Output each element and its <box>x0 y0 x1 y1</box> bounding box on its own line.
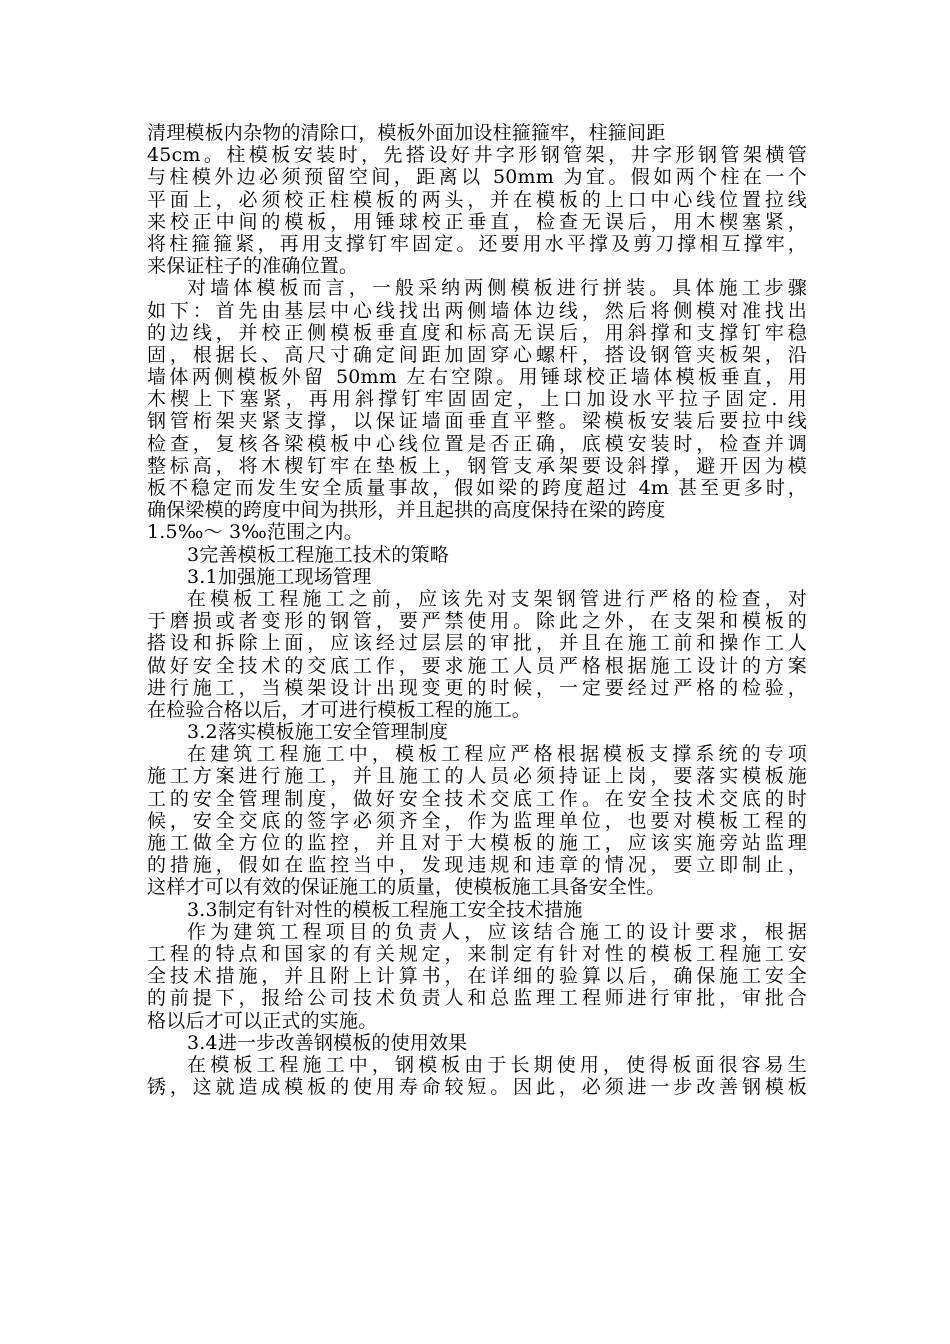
text-line: 工的安全管理制度，做好安全技术交底工作。在安全技术交底的时 <box>147 787 807 810</box>
text-line: 3.2落实模板施工安全管理制度 <box>187 721 449 744</box>
text-line: 施工做全方位的监控，并且对于大模板的施工，应该实施旁站监理 <box>147 832 807 854</box>
text-line: 工程的特点和国家的有关规定，来制定有针对性的模板工程施工安 <box>147 942 807 965</box>
text-line: 于磨损或者变形的钢管，要严禁使用。除此之外，在支架和模板的 <box>147 610 807 633</box>
text-line: 施工方案进行施工，并且施工的人员必须持证上岗，要落实模板施 <box>147 765 807 788</box>
text-line: 做好安全技术的交底工作，要求施工人员严格根据施工设计的方案 <box>147 654 807 677</box>
text-line: 对墙体模板而言，一般采纳两侧模板进行拼装。具体施工步骤 <box>187 277 807 300</box>
text-line: 3完善模板工程施工技术的策略 <box>187 543 449 566</box>
text-line: 45cm。柱模板安装时，先搭设好井字形钢管架，井字形钢管架横管 <box>147 144 807 167</box>
text-line: 的措施，假如在监控当中，发现违规和违章的情况，要立即制止， <box>147 854 807 877</box>
text-line: 锈，这就造成模板的使用寿命较短。因此，必须进一步改善钢模板 <box>147 1076 807 1099</box>
text-line: 钢管桁架夹紧支撑，以保证墙面垂直平整。梁模板安装后要拉中线 <box>147 410 807 433</box>
text-line: 固，根据长、高尺寸确定间距加固穿心螺杆，搭设钢管夹板架，沿 <box>147 343 807 366</box>
text-line: 在建筑工程施工中，模板工程应严格根据模板支撑系统的专项 <box>187 743 807 766</box>
text-line: 木楔上下塞紧，再用斜撑钉牢固固定，上口加设水平拉子固定. 用 <box>147 388 807 411</box>
text-line: 这样才可以有效的保证施工的质量，使模板施工具备安全性。 <box>147 876 666 899</box>
text-line: 进行施工，当模架设计出现变更的时候，一定要经过严格的检验， <box>147 676 807 699</box>
text-line: 如下：首先由基层中心线找出两侧墙体边线，然后将侧模对准找出 <box>147 299 807 322</box>
text-line: 确保梁模的跨度中间为拱形，并且起拱的高度保持在梁的跨度 <box>147 499 666 522</box>
text-line: 整标高，将木楔钉牢在垫板上，钢管支承架要设斜撑，避开因为模 <box>147 454 807 477</box>
text-line: 3.3制定有针对性的模板工程施工安全技术措施 <box>187 898 583 921</box>
text-line: 格以后才可以正式的实施。 <box>147 1009 378 1032</box>
text-line: 1.5‰～ 3‰范围之内。 <box>147 521 363 544</box>
text-line: 候，安全交底的签字必须齐全，作为监理单位，也要对模板工程的 <box>147 809 807 832</box>
text-line: 平面上，必须校正柱模板的两头，并在模板的上口中心线位置拉线 <box>147 188 807 211</box>
text-line: 板不稳定而发生安全质量事故，假如梁的跨度超过 4m 甚至更多时， <box>147 477 807 499</box>
text-line: 的前提下，报给公司技术负责人和总监理工程师进行审批，审批合 <box>147 987 807 1010</box>
text-line: 的边线，并校正侧模板垂直度和标高无误后，用斜撑和支撑钉牢稳 <box>147 321 807 344</box>
text-line: 清理模板内杂物的清除口，模板外面加设柱箍箍牢，柱箍间距 <box>147 122 666 144</box>
text-line: 来校正中间的模板，用锤球校正垂直，检查无误后，用木楔塞紧， <box>147 210 807 233</box>
text-line: 作为建筑工程项目的负责人，应该结合施工的设计要求，根据 <box>187 920 807 943</box>
text-line: 与柱模外边必须预留空间，距离以 50mm 为宜。假如两个柱在一个 <box>147 166 807 189</box>
text-line: 3.1加强施工现场管理 <box>187 565 372 588</box>
text-line: 在检验合格以后，才可进行模板工程的施工。 <box>147 698 532 721</box>
text-line: 全技术措施，并且附上计算书，在详细的验算以后，确保施工安全 <box>147 965 807 988</box>
text-line: 检查，复核各梁模板中心线位置是否正确，底模安装时，检查并调 <box>147 432 807 455</box>
text-line: 将柱箍箍紧，再用支撑钉牢固定。还要用水平撑及剪刀撑相互撑牢， <box>147 232 807 255</box>
text-line: 在模板工程施工之前，应该先对支架钢管进行严格的检查，对 <box>187 587 807 610</box>
document-page <box>147 122 807 1098</box>
text-line: 搭设和拆除上面，应该经过层层的审批，并且在施工前和操作工人 <box>147 632 807 655</box>
text-line: 来保证柱子的准确位置。 <box>147 255 359 278</box>
text-line: 墙体两侧模板外留 50mm 左右空隙。用锤球校正墙体模板垂直，用 <box>147 366 807 389</box>
text-line: 3.4进一步改善钢模板的使用效果 <box>187 1031 468 1054</box>
text-line: 在模板工程施工中，钢模板由于长期使用，使得板面很容易生 <box>187 1053 807 1076</box>
